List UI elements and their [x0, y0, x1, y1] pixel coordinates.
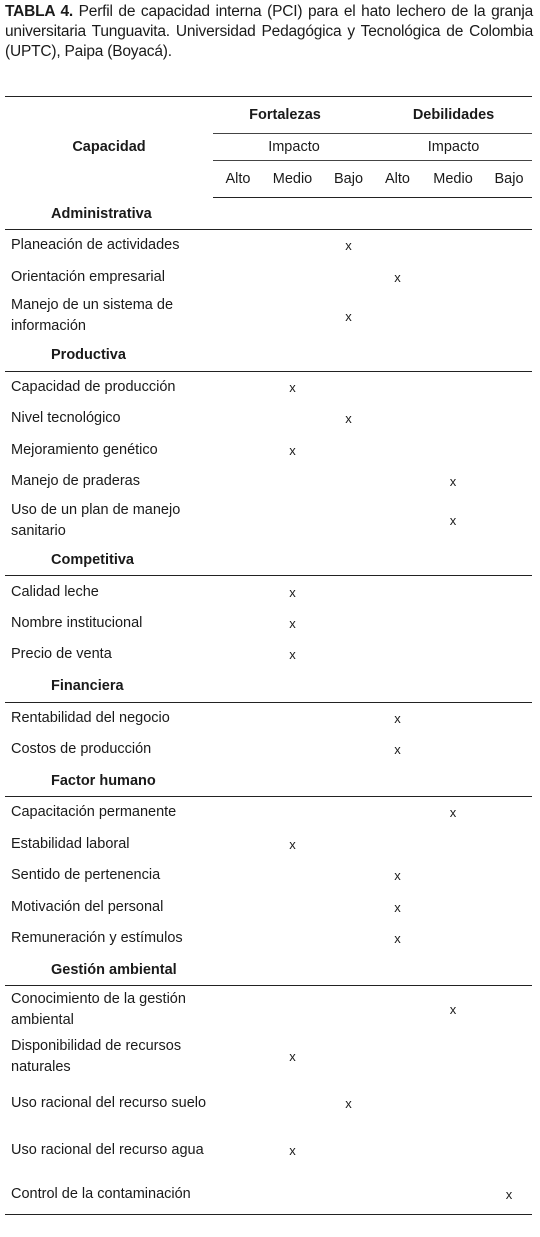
row-label: Precio de venta [11, 646, 112, 663]
table-row [5, 1127, 532, 1174]
section-title: Gestión ambiental [5, 954, 532, 986]
impact-cell [486, 891, 532, 922]
header-level: Medio [263, 161, 322, 198]
impact-mark: x [449, 805, 457, 821]
impact-cell [486, 639, 532, 670]
row-label: Nivel tecnológico [11, 410, 121, 427]
impact-cell [375, 230, 420, 262]
impact-cell [420, 829, 486, 860]
section-title: Financiera [5, 671, 532, 703]
impact-cell [263, 497, 322, 544]
table-row [5, 497, 532, 544]
row-label: Uso de un plan de manejo sanitario [11, 501, 181, 539]
impact-cell [375, 608, 420, 639]
table-row [5, 576, 532, 608]
impact-cell [486, 230, 532, 262]
impact-cell [420, 576, 486, 608]
impact-cell [420, 1174, 486, 1215]
impact-cell [263, 403, 322, 434]
impact-cell [213, 371, 263, 403]
table-row [5, 435, 532, 466]
impact-mark: x [289, 584, 296, 600]
section-row [5, 765, 532, 797]
row-label: Estabilidad laboral [11, 835, 130, 852]
impact-cell [213, 860, 263, 891]
impact-cell [375, 435, 420, 466]
table-row [5, 923, 532, 954]
impact-mark: x [394, 269, 401, 285]
impact-cell [263, 923, 322, 954]
impact-cell [263, 466, 322, 497]
impact-cell [375, 1080, 420, 1127]
impact-cell [322, 1033, 375, 1080]
impact-mark: x [289, 647, 296, 663]
impact-mark: x [394, 742, 401, 758]
row-label: Capacitación permanente [11, 804, 177, 821]
table-row [5, 860, 532, 891]
row-label: Rentabilidad del negocio [11, 709, 170, 726]
impact-cell [263, 702, 322, 734]
impact-mark: x [449, 474, 457, 490]
table-row [5, 371, 532, 403]
impact-cell [263, 860, 322, 891]
impact-cell [420, 261, 486, 292]
impact-cell [420, 639, 486, 670]
row-label: Costos de producción [11, 741, 152, 758]
impact-cell [213, 734, 263, 765]
impact-cell [263, 734, 322, 765]
impact-cell [486, 293, 532, 340]
impact-cell [213, 1080, 263, 1127]
table-caption [5, 2, 533, 62]
section-row [5, 671, 532, 703]
impact-mark: x [345, 1096, 352, 1112]
impact-mark: x [449, 513, 457, 529]
row-label: Manejo de praderas [11, 473, 140, 490]
impact-cell [322, 261, 375, 292]
header-level: Medio [420, 161, 486, 198]
impact-cell [375, 639, 420, 670]
impact-mark: x [345, 238, 352, 254]
impact-cell [263, 261, 322, 292]
impact-cell [322, 497, 375, 544]
impact-cell [213, 1174, 263, 1215]
section-title: Productiva [5, 340, 532, 372]
table-body [5, 198, 532, 1215]
table-row [5, 986, 532, 1034]
impact-cell [420, 734, 486, 765]
impact-cell [322, 576, 375, 608]
impact-cell [420, 608, 486, 639]
table-row [5, 702, 532, 734]
impact-cell [486, 797, 532, 829]
impact-cell [263, 1080, 322, 1127]
impact-cell [213, 1033, 263, 1080]
table-row [5, 639, 532, 670]
impact-cell [322, 860, 375, 891]
row-label: Nombre institucional [11, 614, 143, 631]
section-title: Factor humano [5, 765, 532, 797]
impact-cell [322, 734, 375, 765]
impact-cell [375, 1174, 420, 1215]
impact-cell [322, 608, 375, 639]
impact-cell [213, 403, 263, 434]
header-level: Bajo [322, 161, 375, 198]
impact-cell [322, 1174, 375, 1215]
impact-mark: x [289, 1049, 296, 1065]
section-row [5, 544, 532, 576]
impact-cell [375, 1033, 420, 1080]
impact-mark: x [394, 868, 401, 884]
impact-mark: x [289, 615, 296, 631]
impact-cell [486, 576, 532, 608]
table-row [5, 293, 532, 340]
section-row [5, 198, 532, 230]
table-row [5, 1080, 532, 1127]
impact-mark: x [394, 899, 401, 915]
impact-cell [375, 293, 420, 340]
impact-cell [375, 403, 420, 434]
impact-cell [263, 1174, 322, 1215]
header-level: Alto [375, 161, 420, 198]
row-label: Conocimiento de la gestión ambiental [11, 990, 186, 1028]
impact-cell [420, 403, 486, 434]
impact-cell [486, 829, 532, 860]
table-row [5, 797, 532, 829]
row-label: Manejo de un sistema de información [11, 297, 174, 335]
table-row [5, 230, 532, 262]
table-row [5, 608, 532, 639]
impact-cell [375, 1127, 420, 1174]
impact-cell [375, 829, 420, 860]
row-label: Capacidad de producción [11, 378, 176, 395]
impact-cell [322, 702, 375, 734]
header-level: Bajo [486, 161, 532, 198]
impact-cell [213, 466, 263, 497]
impact-cell [322, 371, 375, 403]
impact-cell [322, 986, 375, 1034]
table-row [5, 1174, 532, 1215]
impact-mark: x [289, 1143, 296, 1159]
table-row [5, 734, 532, 765]
impact-cell [486, 435, 532, 466]
impact-cell [213, 986, 263, 1034]
impact-cell [486, 403, 532, 434]
header-impacto-debilidades: Impacto [375, 134, 532, 161]
impact-cell [263, 891, 322, 922]
impact-cell [263, 230, 322, 262]
impact-cell [375, 576, 420, 608]
impact-cell [263, 797, 322, 829]
row-label: Planeación de actividades [11, 237, 180, 254]
impact-cell [486, 466, 532, 497]
row-label: Remuneración y estímulos [11, 930, 183, 947]
row-label: Orientación empresarial [11, 268, 165, 285]
table-row [5, 891, 532, 922]
impact-cell [420, 923, 486, 954]
impact-mark: x [486, 1174, 532, 1215]
header-fortalezas: Fortalezas [213, 97, 375, 134]
impact-cell [213, 293, 263, 340]
row-label: Mejoramiento genético [11, 441, 158, 458]
impact-cell [375, 466, 420, 497]
section-title: Competitiva [5, 544, 532, 576]
pci-table [5, 96, 532, 1215]
impact-cell [375, 797, 420, 829]
impact-cell [322, 466, 375, 497]
impact-cell [322, 923, 375, 954]
impact-cell [213, 702, 263, 734]
impact-cell [420, 230, 486, 262]
header-level: Alto [213, 161, 263, 198]
section-row [5, 954, 532, 986]
impact-cell [420, 1127, 486, 1174]
table-row [5, 261, 532, 292]
impact-cell [213, 608, 263, 639]
impact-cell [213, 576, 263, 608]
impact-cell [420, 435, 486, 466]
row-label: Sentido de pertenencia [11, 867, 161, 884]
impact-mark: x [394, 931, 401, 947]
impact-cell [375, 371, 420, 403]
table-header [5, 97, 532, 198]
table-row [5, 466, 532, 497]
impact-cell [375, 986, 420, 1034]
impact-cell [213, 923, 263, 954]
table-number: TABLA 4. [5, 3, 73, 20]
impact-cell [213, 230, 263, 262]
impact-cell [322, 891, 375, 922]
impact-cell [420, 860, 486, 891]
impact-cell [213, 891, 263, 922]
table-row [5, 403, 532, 434]
impact-cell [322, 829, 375, 860]
impact-mark: x [394, 710, 401, 726]
impact-mark: x [289, 442, 296, 458]
impact-cell [322, 1127, 375, 1174]
impact-cell [420, 293, 486, 340]
impact-cell [263, 293, 322, 340]
table-row [5, 1033, 532, 1080]
impact-cell [486, 734, 532, 765]
impact-mark: x [345, 411, 352, 427]
row-label: Motivación del personal [11, 898, 164, 915]
header-capacidad: Capacidad [5, 97, 213, 198]
impact-cell [420, 891, 486, 922]
impact-cell [486, 860, 532, 891]
impact-cell [486, 923, 532, 954]
impact-mark: x [289, 379, 296, 395]
impact-cell [486, 1080, 532, 1127]
header-debilidades: Debilidades [375, 97, 532, 134]
row-label: Calidad leche [11, 583, 99, 600]
impact-cell [486, 497, 532, 544]
impact-cell [486, 261, 532, 292]
impact-cell [263, 986, 322, 1034]
impact-cell [486, 1127, 532, 1174]
row-label: Disponibilidad de recursos naturales [11, 1037, 182, 1075]
impact-cell [322, 797, 375, 829]
table-row [5, 829, 532, 860]
impact-cell [486, 702, 532, 734]
section-title: Administrativa [5, 198, 532, 230]
impact-cell [322, 435, 375, 466]
section-row [5, 340, 532, 372]
impact-cell [322, 639, 375, 670]
caption-text: Perfil de capacidad interna (PCI) para el hato lechero de la granja universitaria Tunguavita. Universidad Pedagógica y Tecnológica de Colombia (UPTC), Paipa (Boyacá). [5, 3, 533, 60]
impact-mark: x [345, 308, 352, 324]
impact-cell [213, 435, 263, 466]
impact-cell [375, 497, 420, 544]
impact-mark: x [289, 836, 296, 852]
impact-cell [420, 702, 486, 734]
impact-cell [420, 1080, 486, 1127]
impact-cell [213, 829, 263, 860]
impact-cell [486, 608, 532, 639]
impact-cell [213, 497, 263, 544]
impact-mark: x [449, 1002, 457, 1018]
impact-cell [486, 1033, 532, 1080]
impact-cell [213, 797, 263, 829]
impact-cell [420, 1033, 486, 1080]
impact-cell [486, 986, 532, 1034]
row-label: Control de la contaminación [5, 1174, 213, 1215]
impact-cell [213, 261, 263, 292]
impact-cell [420, 371, 486, 403]
impact-cell [486, 371, 532, 403]
header-impacto-fortalezas: Impacto [213, 134, 375, 161]
impact-cell [213, 1127, 263, 1174]
row-label: Uso racional del recurso agua [11, 1142, 204, 1159]
impact-cell [213, 639, 263, 670]
row-label: Uso racional del recurso suelo [11, 1095, 207, 1112]
